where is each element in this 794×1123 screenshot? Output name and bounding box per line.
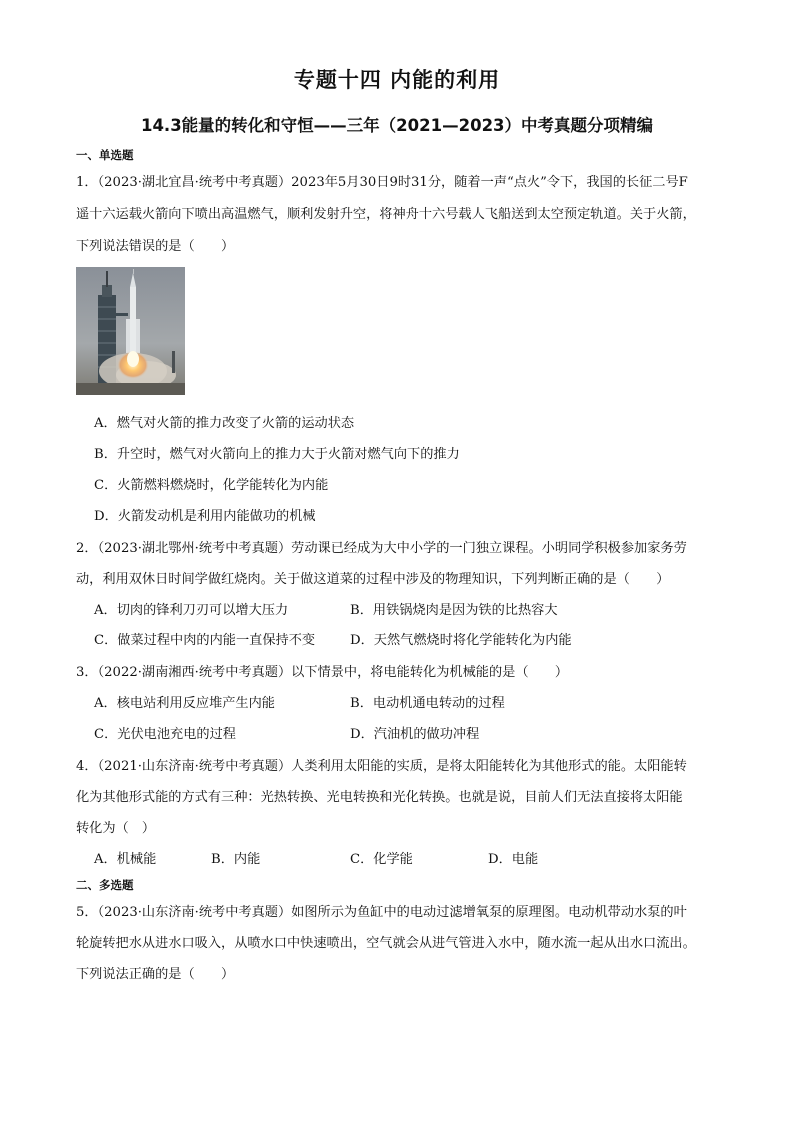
q3-line-1: 3．（2022·湖南湘西·统考中考真题）以下情景中，将电能转化为机械能的是（ ） — [76, 665, 569, 680]
q3-option-b[interactable]: B．电动机通电转动的过程 — [350, 696, 505, 711]
q2-option-d[interactable]: D．天然气燃烧时将化学能转化为内能 — [350, 633, 572, 648]
q5-line-3: 下列说法正确的是（ ） — [76, 967, 235, 982]
page-subtitle: 14.3能量的转化和守恒——三年（2021—2023）中考真题分项精编 — [140, 116, 654, 135]
q3-option-c[interactable]: C．光伏电池充电的过程 — [94, 727, 236, 742]
q2-option-b[interactable]: B．用铁锅烧肉是因为铁的比热容大 — [350, 603, 558, 618]
q5-line-1: 5．（2023·山东济南·统考中考真题）如图所示为鱼缸中的电动过滤增氧泵的原理图。电动机带动水泵的叶 — [76, 905, 687, 920]
q1-line-1: 1．（2023·湖北宜昌·统考中考真题）2023年5月30日9时31分，随着一声“点火”令下，我国的长征二号F — [76, 175, 688, 190]
q4-option-b[interactable]: B．内能 — [211, 852, 261, 867]
q2-option-c[interactable]: C．做菜过程中肉的内能一直保持不变 — [94, 633, 316, 648]
q4-option-d[interactable]: D．电能 — [488, 852, 539, 867]
q4-line-1: 4．（2021·山东济南·统考中考真题）人类利用太阳能的实质，是将太阳能转化为其他形式的能。太阳能转 — [76, 759, 687, 774]
q1-option-d[interactable]: D．火箭发动机是利用内能做功的机械 — [94, 509, 316, 524]
q2-option-a[interactable]: A．切肉的锋利刀刃可以增大压力 — [94, 603, 289, 618]
q5-line-2: 轮旋转把水从进水口吸入，从喷水口中快速喷出，空气就会从进气管进入水中，随水流一起从出水口流出。 — [76, 936, 696, 951]
q2-line-2: 动，利用双休日时间学做红烧肉。关于做这道菜的过程中涉及的物理知识，下列判断正确的是（ ） — [76, 572, 670, 587]
q1-option-b[interactable]: B．升空时，燃气对火箭向上的推力大于火箭对燃气向下的推力 — [94, 447, 460, 462]
section-single-choice: 一、单选题 — [76, 148, 134, 162]
section-multiple-choice: 二、多选题 — [76, 878, 134, 892]
q1-line-2: 遥十六运载火箭向下喷出高温燃气，顺利发射升空，将神舟十六号载人飞船送到太空预定轨道。关于火箭， — [76, 207, 696, 222]
q4-line-3: 转化为（ ） — [76, 821, 156, 836]
q1-line-3: 下列说法错误的是（ ） — [76, 239, 235, 254]
rocket-launch-photo — [76, 267, 185, 395]
q4-option-c[interactable]: C．化学能 — [350, 852, 413, 867]
q4-option-a[interactable]: A．机械能 — [94, 852, 157, 867]
q4-line-2: 化为其他形式能的方式有三种：光热转换、光电转换和光化转换。也就是说，目前人们无法直接将太阳能 — [76, 790, 683, 805]
q1-option-c[interactable]: C．火箭燃料燃烧时，化学能转化为内能 — [94, 478, 329, 493]
page-title: 专题十四 内能的利用 — [293, 68, 501, 92]
q1-option-a[interactable]: A．燃气对火箭的推力改变了火箭的运动状态 — [94, 416, 355, 431]
q3-option-a[interactable]: A．核电站利用反应堆产生内能 — [94, 696, 275, 711]
q3-option-d[interactable]: D．汽油机的做功冲程 — [350, 727, 480, 742]
q2-line-1: 2．（2023·湖北鄂州·统考中考真题）劳动课已经成为大中小学的一门独立课程。小明同学积极参加家务劳 — [76, 541, 687, 556]
